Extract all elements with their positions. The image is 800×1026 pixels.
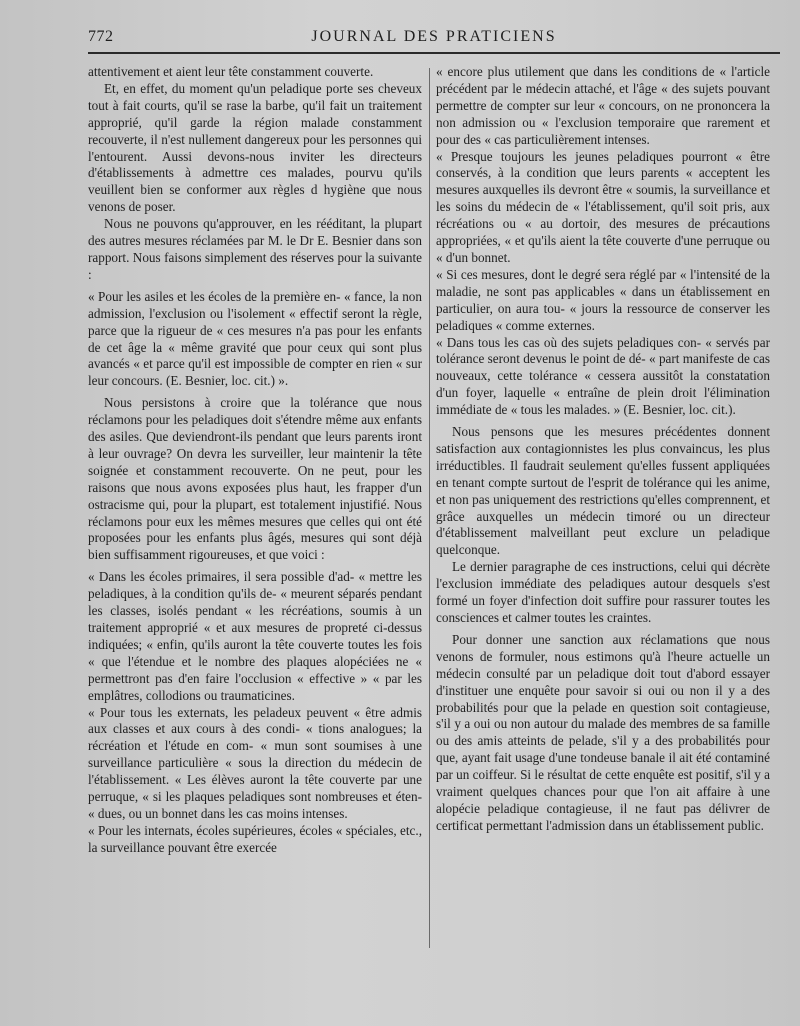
quotation: « Pour les internats, écoles supérieures, écoles « spéciales, etc., la surveillance pouvant être exercée [88,822,422,855]
paragraph: Pour donner une sanction aux réclamations que nous venons de formuler, nous estimons qu'à l'heure actuelle un médecin consulté par un peladique doit tout d'abord essayer d'instituer une enquête pour savoir si oui ou non il y a des probabilités pour que la pelade en question soit contagieuse, s'il y a oui ou non autour du malade des membres de sa famille ou des amis atteints de pelade, s'il y a des probabilités pour que, ayant fait usage d'une tondeuse banale il ait été contaminé par un coiffeur. Si le résultat de cette enquête est positif, s'il y a vraiment quelques chances pour que l'on ait affaire à une alopécie peladique contagieuse, il ne faut pas délivrer de certificat permettant l'admission dans un établissement public. [436,631,770,833]
quotation: « Dans les écoles primaires, il sera possible d'ad- « mettre les peladiques, à la condition qu'ils de- « meurent séparés pendant les classes, isolés pendant « les récréations, soumis à un traitement approprié « et aux mesures de propreté ci-dessus indiquées; « enfin, qu'ils auront la tête couverte toutes les fois « que l'étendue et le nombre des plaques alopéciées ne « permettront pas d'en faire l'occlusion « effective » « par les emplâtres, collodions ou traumaticines. [88,569,422,703]
paragraph: Le dernier paragraphe de ces instructions, celui qui décrète l'exclusion immédiate des peladiques autour desquels s'est formé un foyer d'infection doit suffire pour rassurer toutes les consciences et calmer toutes les craintes. [436,559,770,625]
quotation: « Pour les asiles et les écoles de la première en- « fance, la non admission, l'exclusion ou l'isolement « effectif seront la règle, parce que la rigueur de « ces mesures n'a pas pour les enfants de cet âge la « même gravité que pour ceux qui sont plus avancés « et parce qu'il est impossible de compter en rien « sur leur concours. (E. Besnier, loc. cit.) ». [88,288,422,389]
page-number: 772 [88,28,114,45]
left-column [88,64,422,857]
right-column [436,64,770,835]
paragraph: Nous ne pouvons qu'approuver, en les rééditant, la plupart des autres mesures réclamées par M. le Dr E. Besnier dans son rapport. Nous faisons simplement des réserves pour la suivante : [88,216,422,282]
quotation: « Si ces mesures, dont le degré sera réglé par « l'intensité de la maladie, ne sont pas applicables « dans un établissement en particulier, on aura tou- « jours la ressource de conserver les peladiques « comme externes. [436,266,770,333]
column-divider [429,68,430,948]
page-header [88,26,780,54]
quotation: « Presque toujours les jeunes peladiques pourront « être conservés, à la condition que leurs parents « acceptent les mesures auxquelles ils devront être « soumis, la surveillance et les soins du médecin de « l'établissement, qu'il soit pris, aux récréations ou « au dortoir, des mesures de précautions appropriées, « et qu'ils aient la tête couverte d'une perruque ou « d'un bonnet. [436,148,770,265]
paragraph: Nous pensons que les mesures précédentes donnent satisfaction aux contagionnistes les plus convaincus, les plus irréductibles. Il faudrait seulement qu'elles fussent appliquées en tenant compte surtout de l'esprit de tolérance qui les anime, et non pas uniquement des restrictions qu'elles comprennent, et grâce auxquelles un médecin timoré ou un directeur d'établissement malveillant peut exclure un peladique quelconque. [436,424,770,558]
quotation: « encore plus utilement que dans les conditions de « l'article précédent par le médecin attaché, et l'âge « des sujets pouvant permettre de compter sur leur « concours, on ne prononcera la non admission ou « l'exclusion temporaire que rarement et pour des « cas particulièrement intenses. [436,64,770,147]
text-columns [88,64,780,1014]
paragraph: attentivement et aient leur tête constamment couverte. [88,64,374,79]
quotation: « Pour tous les externats, les peladeux peuvent « être admis aux classes et aux cours à des condi- « tions analogues; la récréation et l'étude en com- « mun sont soumises à une surveillance particulière « sous la direction du médecin de l'établissement. « Les élèves auront la tête couverte par une perruque, « si les plaques peladiques sont nombreuses et éten- « dues, ou un bonnet dans les cas moins intenses. [88,704,422,821]
quotation: « Dans tous les cas où des sujets peladiques con- « servés par tolérance seront devenus le point de dé- « part manifeste de cas nouveaux, cette tolérance « cessera aussitôt la constatation d'un foyer, laquelle « entraîne de plein droit l'élimination immédiate de « tous les malades. » (E. Besnier, loc. cit.). [436,334,770,418]
paragraph: Nous persistons à croire que la tolérance que nous réclamons pour les peladiques doit s'étendre même aux enfants des asiles. Que deviendront-ils pendant que leurs parents iront à leur ouvrage? On devra les surveiller, leur maintenir la tête soignée et constamment recouverte. On ne peut, pour les raisons que nous avons exposées plus haut, les frapper d'un ostracisme qui, pour la plupart, est totalement injustifié. Nous réclamons pour eux les mêmes mesures que celles qui ont été proposées pour les enfants plus âgés, mesures qui sont déjà bien suffisamment rigoureuses, et que voici : [88,395,422,563]
running-title: JOURNAL DES PRATICIENS [311,28,557,45]
paragraph: Et, en effet, du moment qu'un peladique porte ses cheveux tout à fait courts, qu'il se rase la barbe, qu'il fait un traitement approprié, qu'il garde la région malade constamment recouverte, il n'est nullement dangereux pour les personnes qui l'entourent. Aussi devons-nous inviter les directeurs d'établissements à admettre ces malades, pourvu qu'ils veuillent bien se conformer aux règles d hygiène que nous venons de poser. [88,80,422,215]
